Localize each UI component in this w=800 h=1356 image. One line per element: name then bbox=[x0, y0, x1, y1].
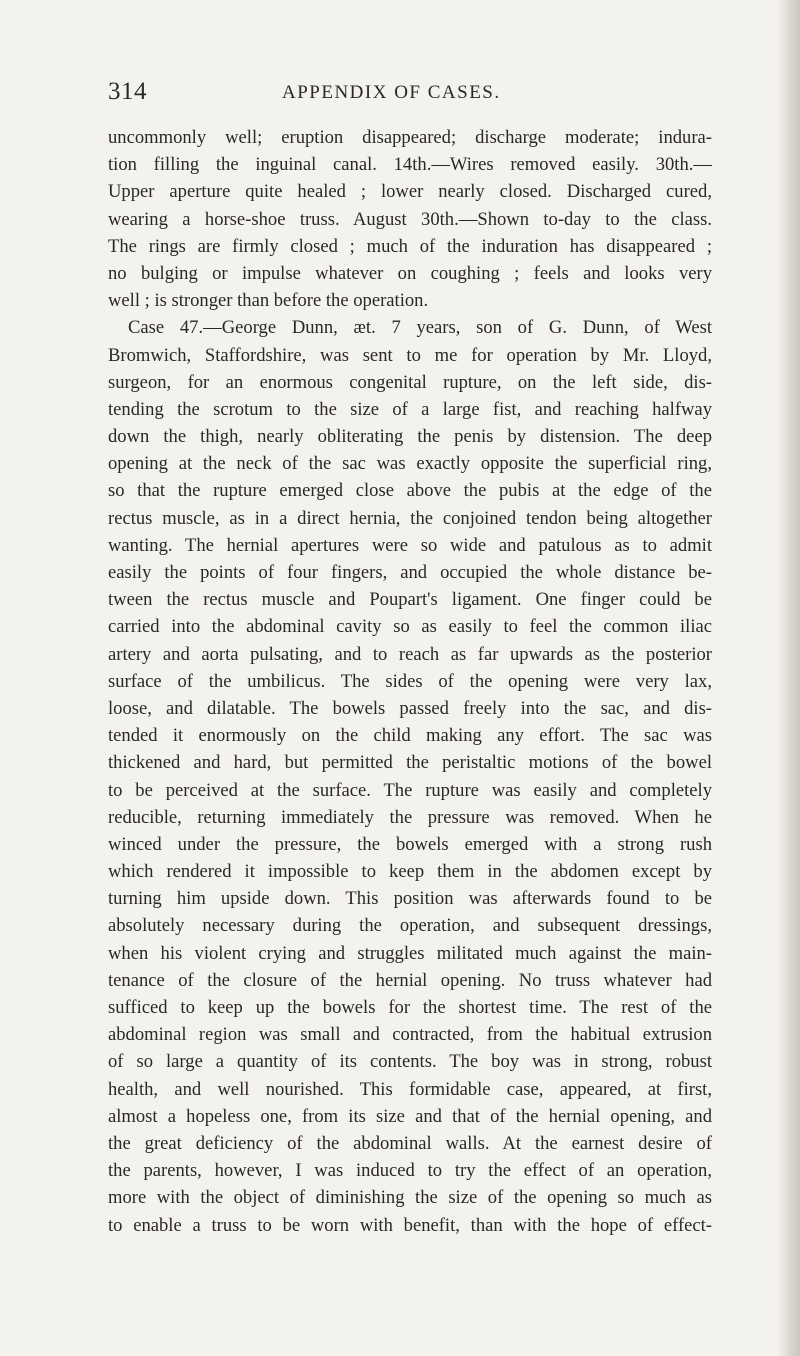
text-line: so that the rupture emerged close above the pubis at the edge of the bbox=[108, 480, 712, 502]
text-line: surgeon, for an enormous congenital rupture, on the left side, dis- bbox=[108, 371, 712, 393]
text-line: health, and well nourished. This formidable case, appeared, at first, bbox=[108, 1078, 712, 1100]
text-line: down the thigh, nearly obliterating the penis by distension. The deep bbox=[108, 426, 712, 448]
text-line: wearing a horse-shoe truss. August 30th.—Shown to-day to the class. bbox=[108, 208, 712, 230]
text-line: tion filling the inguinal canal. 14th.—Wires removed easily. 30th.— bbox=[108, 154, 712, 176]
text-line: opening at the neck of the sac was exactly opposite the superficial ring, bbox=[108, 453, 712, 475]
body-text bbox=[108, 124, 712, 1239]
text-line: thickened and hard, but permitted the peristaltic motions of the bowel bbox=[108, 752, 712, 774]
page-number: 314 bbox=[108, 78, 147, 105]
text-line: uncommonly well; eruption disappeared; discharge moderate; indura- bbox=[108, 127, 712, 148]
text-line: carried into the abdominal cavity so as easily to feel the common iliac bbox=[108, 616, 712, 638]
text-line: when his violent crying and struggles militated much against the main- bbox=[108, 942, 712, 964]
text-line: sufficed to keep up the bowels for the shortest time. The rest of the bbox=[108, 997, 712, 1018]
text-line: absolutely necessary during the operation, and subsequent dressings, bbox=[108, 915, 712, 937]
text-line: well ; is stronger than before the operation. bbox=[108, 290, 429, 312]
text-line: turning him upside down. This position was afterwards found to be bbox=[108, 888, 712, 910]
text-line: tended it enormously on the child making any effort. The sac was bbox=[108, 725, 712, 747]
text-line: reducible, returning immediately the pressure was removed. When he bbox=[108, 806, 712, 828]
text-line: surface of the umbilicus. The sides of the opening were very lax, bbox=[108, 670, 712, 692]
page-header bbox=[108, 78, 708, 112]
text-line: wanting. The hernial apertures were so wide and patulous as to admit bbox=[108, 534, 712, 556]
text-line: artery and aorta pulsating, and to reach as far upwards as the posterior bbox=[108, 643, 712, 665]
text-line: no bulging or impulse whatever on coughing ; feels and looks very bbox=[108, 262, 712, 284]
text-line: rectus muscle, as in a direct hernia, the conjoined tendon being altogether bbox=[108, 507, 712, 529]
text-line: easily the points of four fingers, and occupied the whole distance be- bbox=[108, 562, 712, 583]
text-line: loose, and dilatable. The bowels passed freely into the sac, and dis- bbox=[108, 697, 712, 719]
text-line: tenance of the closure of the hernial opening. No truss whatever had bbox=[108, 969, 712, 991]
running-head: APPENDIX OF CASES. bbox=[282, 82, 501, 103]
text-line: Case 47.—George Dunn, æt. 7 years, son of G. Dunn, of West bbox=[128, 317, 712, 339]
text-line: Upper aperture quite healed ; lower nearly closed. Discharged cured, bbox=[108, 181, 712, 203]
text-line: abdominal region was small and contracted, from the habitual extrusion bbox=[108, 1024, 712, 1046]
text-line: almost a hopeless one, from its size and that of the hernial opening, and bbox=[108, 1105, 712, 1127]
text-line: tween the rectus muscle and Poupart's ligament. One finger could be bbox=[108, 589, 712, 611]
text-line: which rendered it impossible to keep them in the abdomen except by bbox=[108, 861, 712, 883]
text-line: the parents, however, I was induced to try the effect of an operation, bbox=[108, 1160, 712, 1182]
text-line: of so large a quantity of its contents. The boy was in strong, robust bbox=[108, 1051, 712, 1073]
text-line: to be perceived at the surface. The rupture was easily and completely bbox=[108, 779, 712, 801]
text-line: the great deficiency of the abdominal walls. At the earnest desire of bbox=[108, 1132, 712, 1154]
text-line: to enable a truss to be worn with benefit, than with the hope of effect- bbox=[108, 1214, 712, 1236]
page-edge-shadow bbox=[778, 0, 800, 1356]
text-line: more with the object of diminishing the size of the opening so much as bbox=[108, 1187, 712, 1209]
text-line: The rings are firmly closed ; much of the induration has disappeared ; bbox=[108, 235, 712, 257]
text-line: winced under the pressure, the bowels emerged with a strong rush bbox=[108, 833, 712, 855]
text-line: Bromwich, Staffordshire, was sent to me for operation by Mr. Lloyd, bbox=[108, 344, 712, 366]
text-line: tending the scrotum to the size of a large fist, and reaching halfway bbox=[108, 398, 712, 420]
